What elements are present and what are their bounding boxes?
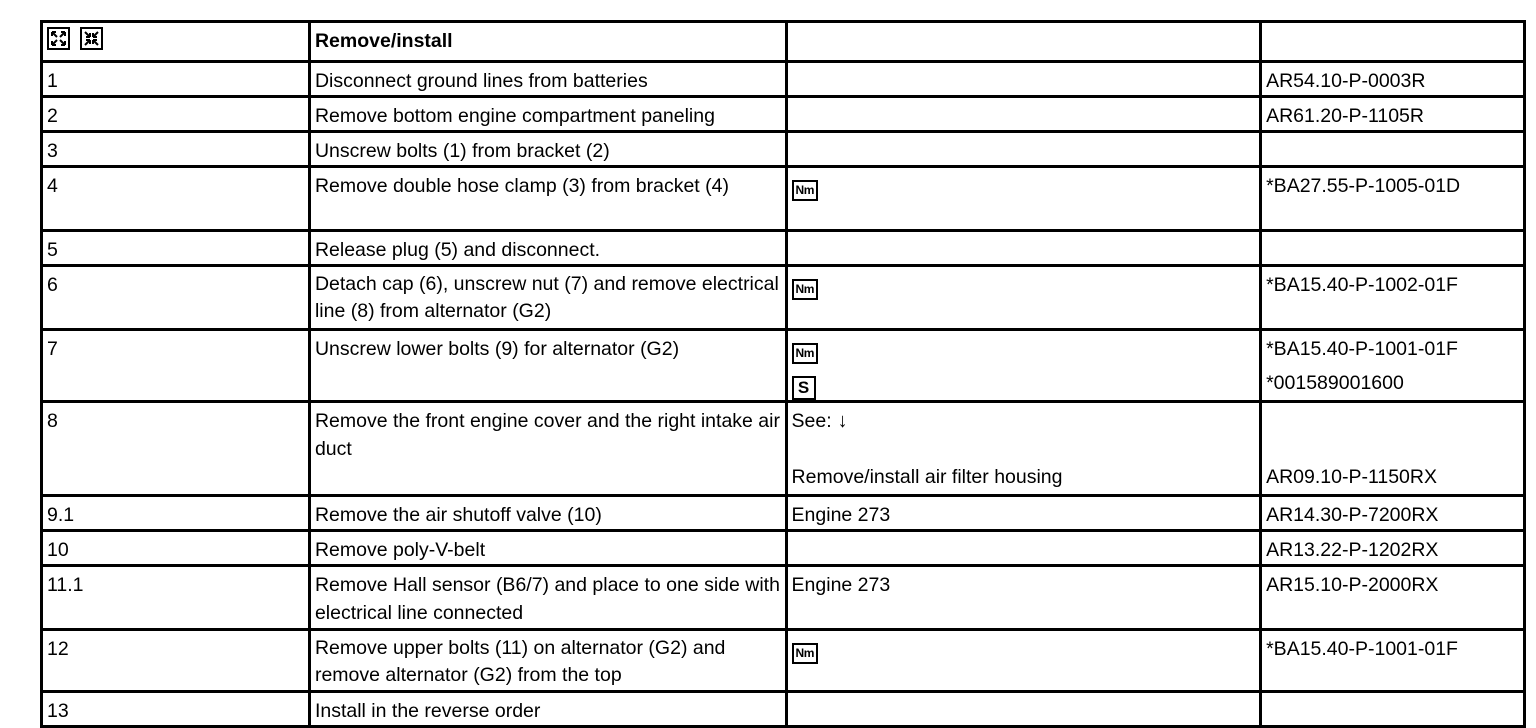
header-row xyxy=(42,22,1525,62)
tool-ref[interactable]: *001589001600 xyxy=(1266,372,1404,394)
step-ref[interactable]: AR54.10-P-0003R xyxy=(1261,62,1525,97)
header-col4 xyxy=(1261,22,1525,62)
step-text: Unscrew lower bolts (9) for alternator (G2) xyxy=(309,330,786,402)
step-aux xyxy=(786,97,1261,132)
table-row xyxy=(42,330,1525,402)
step-aux xyxy=(786,330,1261,402)
step-ref[interactable] xyxy=(1261,692,1525,727)
step-aux xyxy=(786,62,1261,97)
see-link[interactable]: Remove/install air filter housing xyxy=(791,466,1063,488)
step-ref[interactable]: AR14.30-P-7200RX xyxy=(1261,496,1525,531)
table-row xyxy=(42,266,1525,330)
table-row xyxy=(42,97,1525,132)
step-text: Unscrew bolts (1) from bracket (2) xyxy=(309,132,786,167)
step-aux xyxy=(786,630,1261,692)
step-text: Release plug (5) and disconnect. xyxy=(309,231,786,266)
step-text: Remove double hose clamp (3) from bracket (4) xyxy=(309,167,786,231)
step-aux xyxy=(786,266,1261,330)
step-text: Remove upper bolts (11) on alternator (G2) and remove alternator (G2) from the top xyxy=(309,630,786,692)
table-row xyxy=(42,62,1525,97)
step-aux xyxy=(786,402,1261,496)
step-ref[interactable] xyxy=(1261,132,1525,167)
step-ref[interactable]: AR15.10-P-2000RX xyxy=(1261,566,1525,630)
torque-nm-icon[interactable]: Nm xyxy=(792,180,818,201)
step-number: 6 xyxy=(42,266,310,330)
step-aux xyxy=(786,167,1261,231)
step-number: 8 xyxy=(42,402,310,496)
step-number: 5 xyxy=(42,231,310,266)
step-aux xyxy=(786,132,1261,167)
step-number: 11.1 xyxy=(42,566,310,630)
down-arrow-icon: ↓ xyxy=(837,410,848,432)
step-number: 1 xyxy=(42,62,310,97)
step-aux xyxy=(786,231,1261,266)
step-ref-cell xyxy=(1261,402,1525,496)
step-ref[interactable]: AR61.20-P-1105R xyxy=(1261,97,1525,132)
step-text: Disconnect ground lines from batteries xyxy=(309,62,786,97)
engine-note: Engine 273 xyxy=(786,566,1261,630)
step-text: Remove poly-V-belt xyxy=(309,531,786,566)
table-row xyxy=(42,167,1525,231)
table-row xyxy=(42,496,1525,531)
see-label: See: xyxy=(791,410,832,432)
expand-arrows-icon[interactable] xyxy=(47,27,70,50)
step-number: 4 xyxy=(42,167,310,231)
step-ref[interactable]: *BA27.55-P-1005-01D xyxy=(1261,167,1525,231)
table-row xyxy=(42,231,1525,266)
special-tool-icon[interactable]: S xyxy=(792,376,816,400)
engine-note: Engine 273 xyxy=(786,496,1261,531)
step-number: 7 xyxy=(42,330,310,402)
step-text: Detach cap (6), unscrew nut (7) and remove electrical line (8) from alternator (G2) xyxy=(309,266,786,330)
step-ref[interactable]: AR13.22-P-1202RX xyxy=(1261,531,1525,566)
step-number: 2 xyxy=(42,97,310,132)
step-ref[interactable]: *BA15.40-P-1001-01F xyxy=(1266,338,1458,360)
step-ref[interactable]: AR09.10-P-1150RX xyxy=(1266,466,1437,488)
table-row xyxy=(42,630,1525,692)
table-row xyxy=(42,132,1525,167)
step-text: Install in the reverse order xyxy=(309,692,786,727)
step-text: Remove the air shutoff valve (10) xyxy=(309,496,786,531)
step-text: Remove bottom engine compartment paneling xyxy=(309,97,786,132)
step-number: 3 xyxy=(42,132,310,167)
step-ref[interactable] xyxy=(1261,231,1525,266)
step-number: 9.1 xyxy=(42,496,310,531)
step-number: 10 xyxy=(42,531,310,566)
header-col3 xyxy=(786,22,1261,62)
step-ref[interactable]: *BA15.40-P-1001-01F xyxy=(1261,630,1525,692)
table-row xyxy=(42,692,1525,727)
torque-nm-icon[interactable]: Nm xyxy=(792,279,818,300)
collapse-arrows-icon[interactable] xyxy=(80,27,103,50)
step-ref-cell xyxy=(1261,330,1525,402)
step-aux xyxy=(786,692,1261,727)
step-text: Remove Hall sensor (B6/7) and place to one side with electrical line connected xyxy=(309,566,786,630)
header-icons-cell xyxy=(42,22,310,62)
step-number: 12 xyxy=(42,630,310,692)
torque-nm-icon[interactable]: Nm xyxy=(792,343,818,364)
step-number: 13 xyxy=(42,692,310,727)
step-aux xyxy=(786,531,1261,566)
header-title: Remove/install xyxy=(309,22,786,62)
table-row xyxy=(42,531,1525,566)
table-row xyxy=(42,402,1525,496)
table-row xyxy=(42,566,1525,630)
procedure-table xyxy=(40,20,1526,728)
torque-nm-icon[interactable]: Nm xyxy=(792,643,818,664)
step-ref[interactable]: *BA15.40-P-1002-01F xyxy=(1261,266,1525,330)
step-text: Remove the front engine cover and the right intake air duct xyxy=(309,402,786,496)
